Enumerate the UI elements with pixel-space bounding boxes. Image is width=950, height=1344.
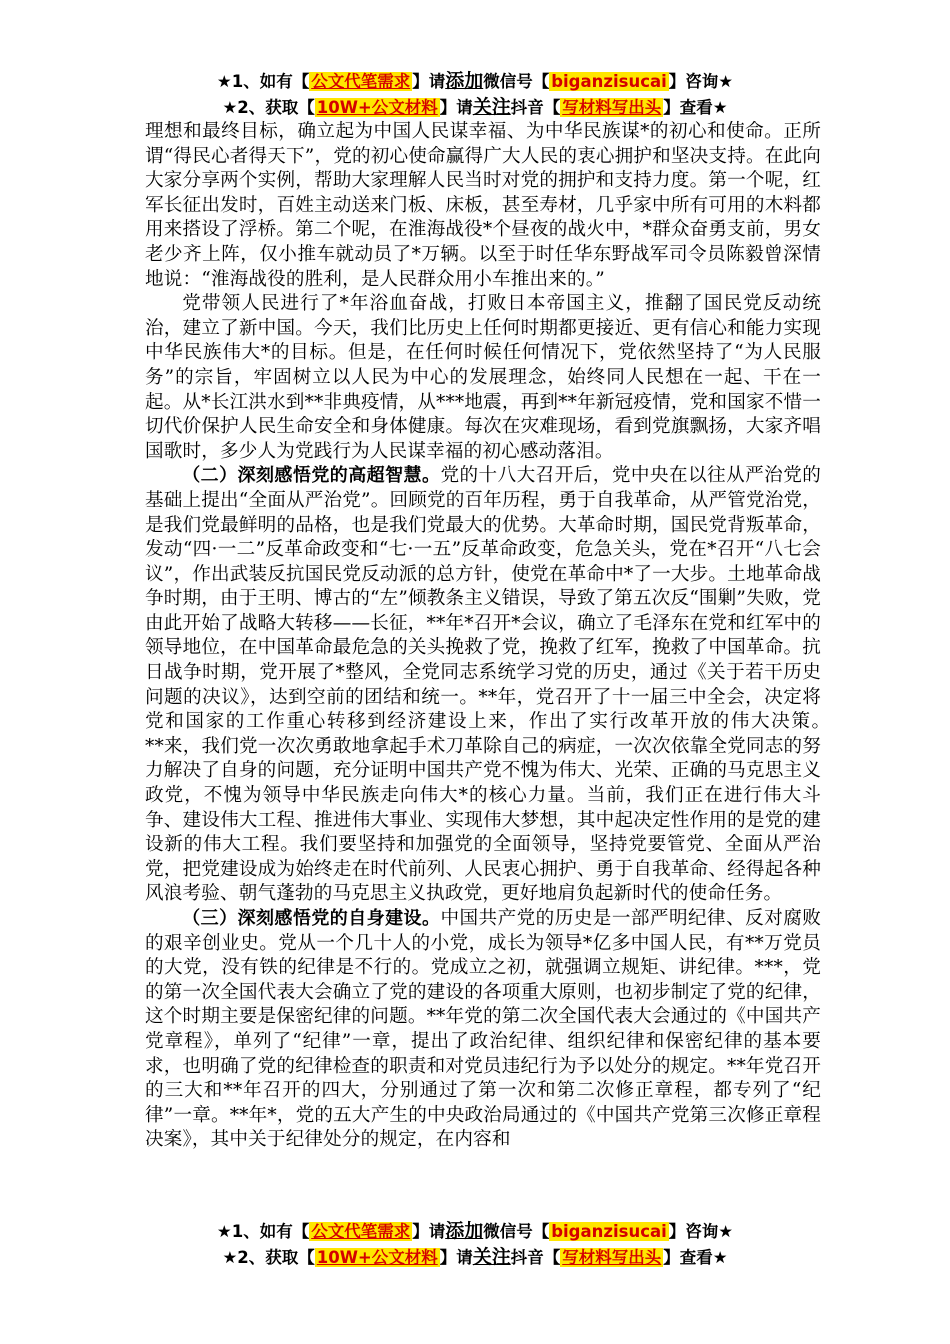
paragraph-4: [145, 907, 821, 1153]
banner-text: 】请: [412, 1222, 446, 1241]
banner-emphasis: 添加: [445, 70, 484, 92]
banner-text: 微信号【: [483, 72, 550, 91]
banner-text: 】请: [439, 98, 473, 117]
banner-text: 微信号【: [483, 1222, 550, 1241]
highlight-materials: 10W+公文材料: [316, 98, 438, 117]
paragraph-1: 理想和最终目标，确立起为中国人民谋幸福、为中华民族谋*的初心和使命。正所谓“得民心者得天下”，党的初心使命赢得广大人民的衷心拥护和坚决支持。在此向大家分享两个实例，帮助大家理解人民当时对党的拥护和支持力度。第一个呢，红军长征出发时，百姓主动送来门板、床板，甚至寿材，几乎家中所有可用的木料都用来搭设了浮桥。第二个呢，在淮海战役*个昼夜的战火中，*群众奋勇支前，男女老少齐上阵，仅小推车就动员了*万辆。以至于时任华东野战军司令员陈毅曾深情地说：“淮海战役的胜利，是人民群众用小车推出来的。”: [145, 121, 821, 290]
banner-line-2: [0, 94, 950, 120]
banner-text: ★2、获取【: [222, 1248, 315, 1267]
paragraph-3-text: 党的十八大召开后，党中央在以往从严治党的基础上提出“全面从严治党”。回顾党的百年历程，勇于自我革命，从严管党治党，是我们党最鲜明的品格，也是我们党最大的优势。大革命时期，国民党背叛革命，发动“四·一二”反革命政变和“七·一五”反革命政变，危急关头，党在*召开“八七会议”，作出武装反抗国民党反动派的总方针，使党在革命中*了一大步。土地革命战争时期，由于王明、博古的“左”倾教条主义错误，导致了第五次反“围剿”失败，党由此开始了战略大转移——长征，**年*召开*会议，确立了毛泽东在党和红军中的领导地位，在中国革命最危急的关头挽救了党，挽救了红军，挽救了中国革命。抗日战争时期，党开展了*整风，全党同志系统学习党的历史，通过《关于若干历史问题的决议》，达到空前的团结和统一。**年，党召开了十一届三中全会，决定将党和国家的工作重心转移到经济建设上来，作出了实行改革开放的伟大决策。 **来，我们党一次次勇敢地拿起手术刀革除自己的病症，一次次依靠全党同志的努力解决了自身的问题，充分证明中国共产党不愧为伟大、光荣、正确的马克思主义政党，不愧为领导中华民族走向伟大*的核心力量。当前，我们正在进行伟大斗争、建设伟大工程、推进伟大事业、实现伟大梦想，其中起决定性作用的是党的建设新的伟大工程。我们要坚持和加强党的全面领导，坚持党要管党、全面从严治党，把党建设成为始终走在时代前列、人民衷心拥护、勇于自我革命、经得起各种风浪考验、朝气蓬勃的马克思主义执政党，更好地肩负起新时代的使命任务。: [145, 465, 859, 905]
banner-text: 抖音【: [510, 1248, 561, 1267]
highlight-service: 公文代笔需求: [311, 1222, 411, 1241]
banner-text: 】咨询★: [668, 1222, 734, 1241]
header-banner: [0, 68, 950, 120]
banner-text: 】咨询★: [668, 72, 734, 91]
highlight-wechat-id: biganzisucai: [551, 72, 667, 91]
section-heading-3: （三）深刻感悟党的自身建设。: [182, 908, 441, 929]
highlight-douyin: 写材料写出头: [562, 98, 662, 117]
banner-text: 】查看★: [663, 98, 728, 117]
banner-text: ★2、获取【: [222, 98, 315, 117]
banner-text: 】请: [412, 72, 446, 91]
banner-line-1: [0, 68, 950, 94]
section-heading-2: （二）深刻感悟党的高超智慧。: [182, 465, 441, 487]
banner-text: 】查看★: [663, 1248, 728, 1267]
paragraph-2: 党带领人民进行了*年浴血奋战，打败日本帝国主义，推翻了国民党反动统治，建立了新中国。今天，我们比历史上任何时期都更接近、更有信心和能力实现中华民族伟大*的目标。但是，在任何时候任何情况下，党依然坚持了“为人民服务”的宗旨，牢固树立以人民为中心的发展理念，始终同人民想在一起、干在一起。从*长江洪水到**非典疫情，从***地震，再到**年新冠疫情，党和国家不惜一切代价保护人民生命安全和身体健康。每次在灾难现场，看到党旗飘扬，大家齐唱国歌时，多少人为党践行为人民谋幸福的初心感动落泪。: [145, 293, 821, 462]
highlight-wechat-id: biganzisucai: [551, 1222, 667, 1241]
highlight-service: 公文代笔需求: [311, 72, 411, 91]
banner-line-1: [0, 1218, 950, 1244]
highlight-douyin: 写材料写出头: [562, 1248, 662, 1267]
banner-emphasis: 关注: [472, 1246, 511, 1268]
footer-banner: [0, 1218, 950, 1270]
banner-emphasis: 关注: [472, 96, 511, 118]
banner-text: 抖音【: [510, 98, 561, 117]
highlight-materials: 10W+公文材料: [316, 1248, 438, 1267]
paragraph-3: [145, 464, 859, 907]
banner-text: ★1、如有【: [216, 1222, 310, 1241]
banner-text: ★1、如有【: [216, 72, 310, 91]
document-body: [145, 120, 859, 1153]
banner-text: 】请: [439, 1248, 473, 1267]
banner-line-2: [0, 1244, 950, 1270]
banner-emphasis: 添加: [445, 1220, 484, 1242]
paragraph-4-text: 中国共产党的历史是一部严明纪律、反对腐败的艰辛创业史。党从一个几十人的小党，成长为领导*亿多中国人民，有**万党员的大党，没有铁的纪律是不行的。党成立之初，就强调立规矩、讲纪律。***，党的第一次全国代表大会确立了党的建设的各项重大原则，也初步制定了党的纪律，这个时期主要是保密纪律的问题。**年党的第二次全国代表大会通过的《中国共产党章程》，单列了“纪律”一章，提出了政治纪律、组织纪律和保密纪律的基本要求，也明确了党的纪律检查的职责和对党员违纪行为予以处分的规定。**年党召开的三大和**年召开的四大，分别通过了第一次和第二次修正章程，都专列了“纪律”一章。**年*，党的五大产生的中央政治局通过的《中国共产党第三次修正章程决案》，其中关于纪律处分的规定，在内容和: [145, 908, 821, 1151]
